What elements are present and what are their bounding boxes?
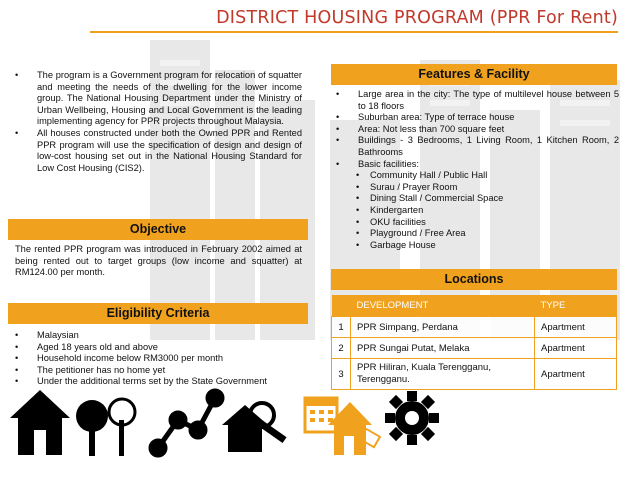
- facility-item: • Dining Stall / Commercial Space: [356, 193, 619, 205]
- row-type: Apartment: [535, 359, 617, 390]
- trees-icon: [76, 399, 135, 456]
- col-no: [332, 295, 351, 317]
- facility-item: • Community Hall / Public Hall: [356, 170, 619, 182]
- eligibility-item: • Household income below RM3000 per month: [15, 353, 315, 365]
- table-row: [332, 338, 617, 359]
- intro-item: • All houses constructed under both the Owned PPR and Rented PPR program will use the specification of design and design of low-cost housing set out in the National Housing Standard for Low Cost Housing (CIS2).: [15, 128, 302, 174]
- eligibility-item: • The petitioner has no home yet: [15, 365, 315, 377]
- col-development: DEVELOPMENT: [351, 295, 535, 317]
- keys-icon: [222, 403, 287, 452]
- eligibility-list: [15, 330, 315, 388]
- features-heading: Features & Facility: [331, 64, 617, 85]
- facilities-list: [336, 170, 619, 251]
- row-no: 1: [332, 317, 351, 338]
- icon-strip: [0, 383, 638, 479]
- facility-item: • OKU facilities: [356, 217, 619, 229]
- facility-item: • Surau / Prayer Room: [356, 182, 619, 194]
- eligibility-item: • Aged 18 years old and above: [15, 342, 315, 354]
- eligibility-item: • Malaysian: [15, 330, 315, 342]
- row-development: PPR Hiliran, Kuala Terengganu, Terengganu.: [351, 359, 535, 390]
- facility-item: • Kindergarten: [356, 205, 619, 217]
- facility-item: • Garbage House: [356, 240, 619, 252]
- gear-icon: [385, 391, 439, 445]
- feature-item: • Buildings - 3 Bedrooms, 1 Living Room, 1 Kitchen Room, 2 Bathrooms: [336, 135, 619, 158]
- calendar-icon: [305, 398, 337, 432]
- eligibility-item: • Under the additional terms set by the State Government: [15, 376, 315, 388]
- feature-item: • Suburban area: Type of terrace house: [336, 112, 619, 124]
- locations-table: [331, 295, 617, 390]
- row-no: 3: [332, 359, 351, 390]
- objective-text: The rented PPR program was introduced in February 2002 aimed at being rented out to target groups (low income and squatter) at RM124.00 per month.: [15, 244, 302, 278]
- feature-item: • Basic facilities:: [336, 159, 619, 171]
- features-list: [336, 89, 619, 251]
- page-title: DISTRICT HOUSING PROGRAM (PPR For Rent): [90, 8, 618, 33]
- house-icon: [10, 390, 70, 455]
- intro-list: [15, 70, 302, 174]
- network-icon: [151, 391, 222, 455]
- intro-item: • The program is a Government program for relocation of squatter and meeting the needs of the dwelling for the lower income group. The National Housing Department under the Ministry of Urban Wellbeing, Housing and Local Government is the leading implementing agency for PPR projects throughout Malaysia.: [15, 70, 302, 128]
- eligibility-heading: Eligibility Criteria: [8, 303, 308, 324]
- objective-heading: Objective: [8, 219, 308, 240]
- feature-item: • Area: Not less than 700 square feet: [336, 124, 619, 136]
- feature-item: • Large area in the city: The type of multilevel house between 5 to 18 floors: [336, 89, 619, 112]
- row-type: Apartment: [535, 338, 617, 359]
- table-header-row: [332, 295, 617, 317]
- row-development: PPR Sungai Putat, Melaka: [351, 338, 535, 359]
- row-type: Apartment: [535, 317, 617, 338]
- facility-item: • Playground / Free Area: [356, 228, 619, 240]
- row-development: PPR Simpang, Perdana: [351, 317, 535, 338]
- table-row: [332, 317, 617, 338]
- col-type: TYPE: [535, 295, 617, 317]
- locations-heading: Locations: [331, 269, 617, 290]
- row-no: 2: [332, 338, 351, 359]
